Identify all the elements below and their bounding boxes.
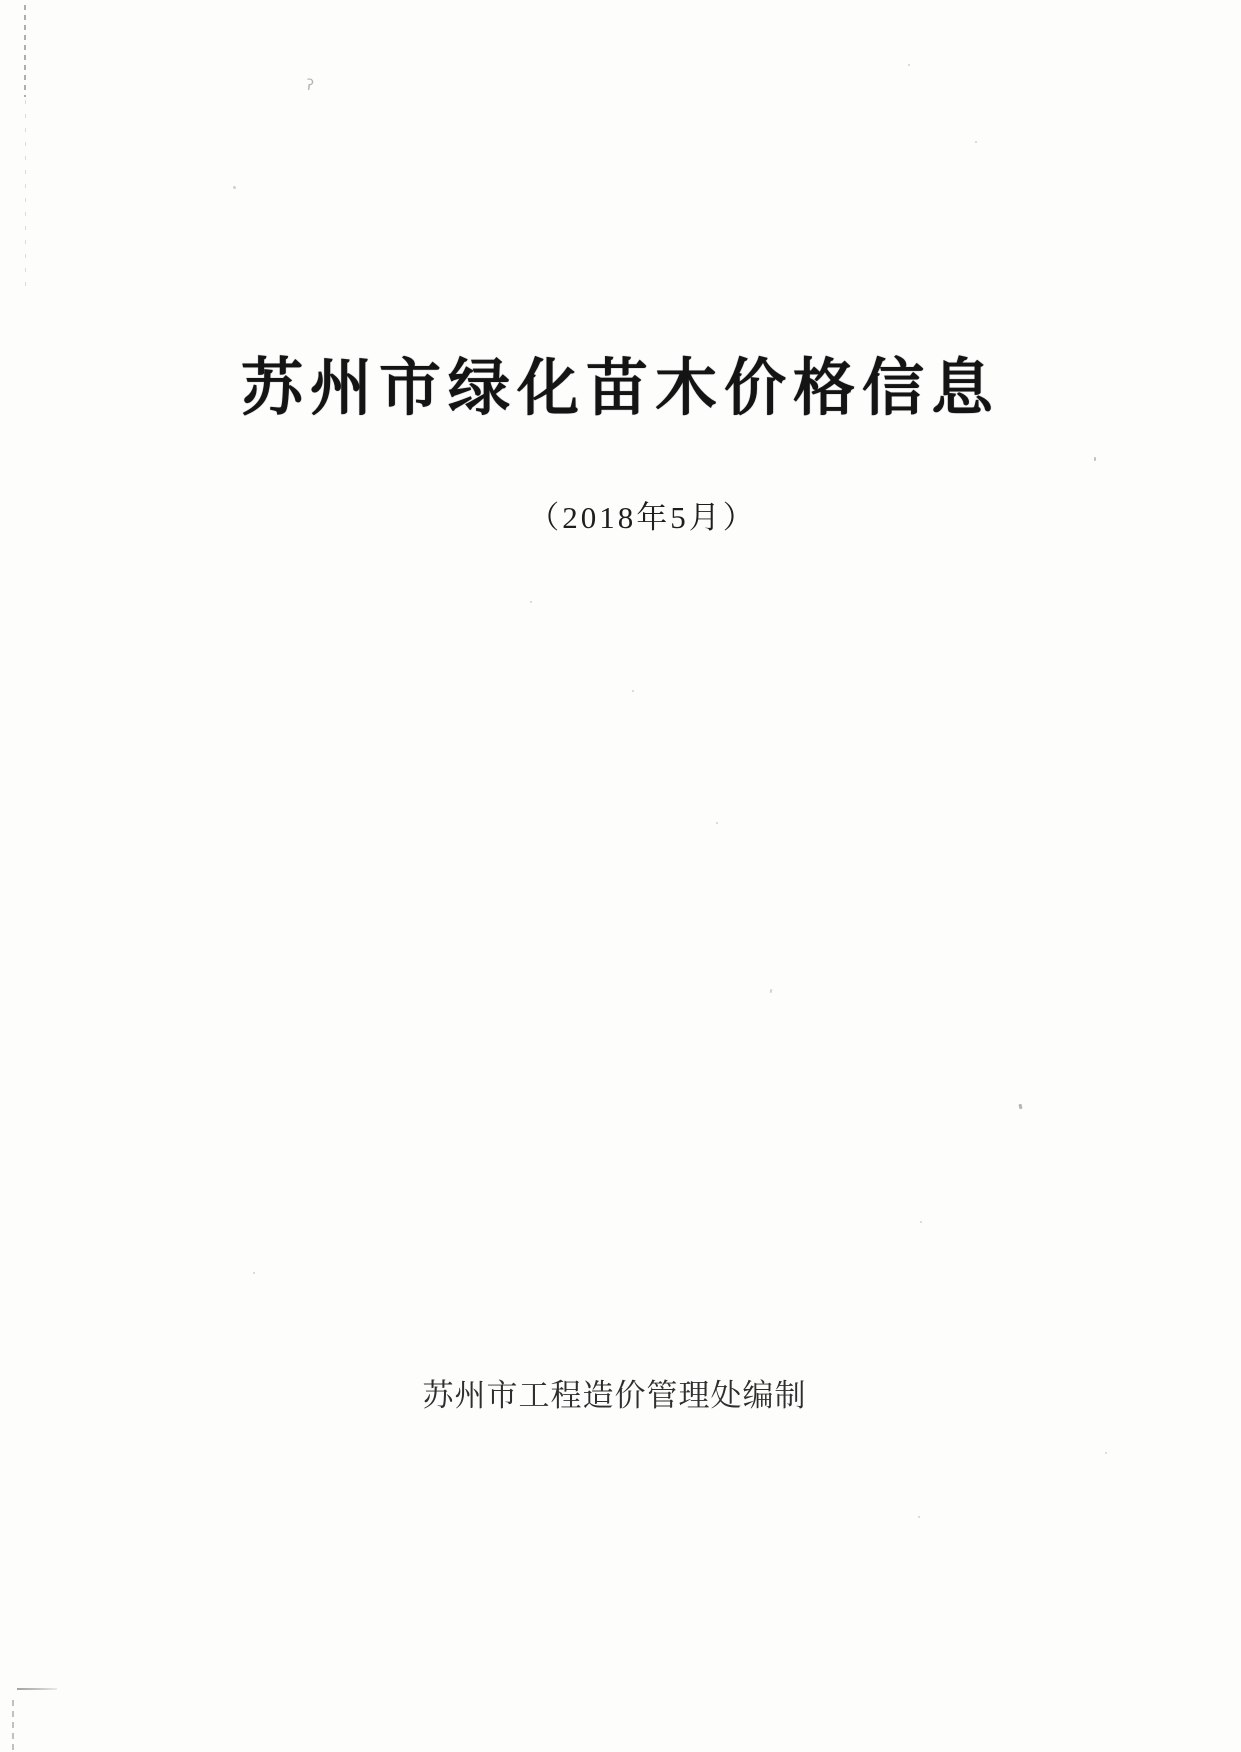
scan-artifact-bottom-left-vertical — [12, 1700, 14, 1752]
document-title: 苏州市绿化苗木价格信息 — [240, 355, 1000, 423]
scan-speck — [920, 1221, 922, 1223]
scan-artifact-left-edge-top — [24, 5, 26, 97]
scan-speck — [1105, 1452, 1107, 1454]
scan-speck — [975, 141, 977, 143]
scan-smudge-mark: ʔ — [304, 75, 315, 95]
scan-speck — [716, 822, 718, 824]
scan-speck — [233, 186, 236, 189]
scan-speck — [908, 64, 910, 66]
scan-speck — [632, 690, 634, 692]
scan-speck — [770, 989, 773, 993]
scan-speck — [1094, 457, 1096, 461]
scan-speck — [530, 601, 532, 603]
document-compiler-line: 苏州市工程造价管理处编制 — [422, 1378, 807, 1413]
scan-speck — [918, 1516, 920, 1518]
document-subtitle-date: （2018年5月） — [528, 500, 757, 535]
scan-artifact-left-edge-faint — [25, 100, 26, 290]
scan-speck — [253, 1272, 255, 1274]
scan-artifact-bottom-left-horizontal — [17, 1688, 57, 1690]
scan-speck — [1019, 1104, 1023, 1110]
